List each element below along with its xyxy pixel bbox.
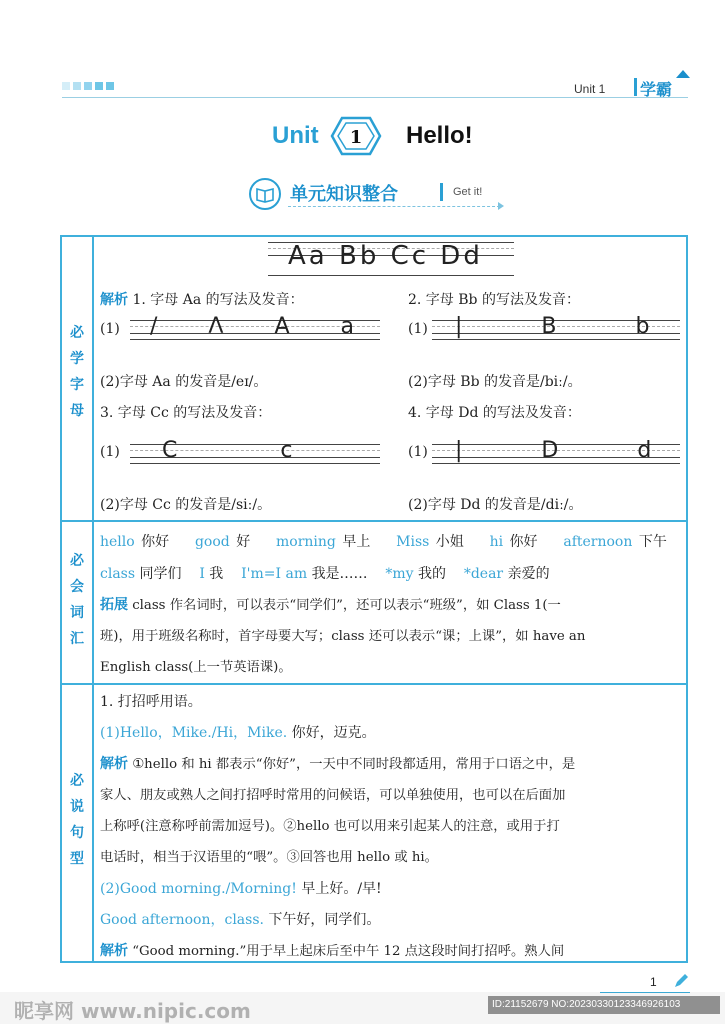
unit-word: Unit bbox=[272, 122, 319, 149]
sentence-note-2: 家人、朋友或熟人之间打招呼时常用的问候语，可以单独使用，也可以在后面加 bbox=[100, 788, 566, 803]
label-letters: 必 学 字 母 bbox=[70, 325, 84, 419]
sentence-note-5: 解析 “Good morning.”用于早上起床后至中午 12 点这段时间打招呼。熟人间 bbox=[100, 943, 565, 959]
label-sentences: 必 说 句 型 bbox=[70, 773, 84, 867]
arrow-right-icon bbox=[498, 202, 504, 210]
letter-d-title: 4. 字母 Dd 的写法及发音： bbox=[408, 405, 581, 421]
unit-number: 1 bbox=[349, 127, 363, 148]
vocab-extension-1: 拓展 class 作名词时，可以表示“同学们”，还可以表示“班级”，如 Class 1(一 bbox=[100, 597, 561, 613]
row-divider-1 bbox=[60, 520, 688, 522]
sentence-2: (2)Good morning./Morning! 早上好。/早! bbox=[100, 881, 382, 897]
hexagon-badge-icon bbox=[330, 116, 382, 156]
running-header-unit: Unit 1 bbox=[574, 82, 606, 96]
sentence-note-4: 电话时，相当于汉语里的“喂”。③回答也用 hello 或 hi。 bbox=[100, 850, 438, 865]
letter-b-strokes: | B b bbox=[455, 314, 686, 339]
section-tag: Get it! bbox=[453, 186, 483, 198]
vocab-extension-3: English class(上一节英语课)。 bbox=[100, 660, 292, 675]
sentence-1: (1)Hello，Mike./Hi，Mike. 你好，迈克。 bbox=[100, 725, 376, 741]
label-column-divider bbox=[92, 235, 94, 963]
book-icon bbox=[249, 178, 281, 210]
lesson-title: Hello! bbox=[406, 122, 473, 149]
sentence-3: Good afternoon，class. 下午好，同学们。 bbox=[100, 912, 381, 928]
sentence-note-3: 上称呼(注意称呼前需加逗号)。②hello 也可以用来引起某人的注意，或用于打 bbox=[100, 819, 560, 834]
letter-d-sound: (2)字母 Dd 的发音是/diː/。 bbox=[408, 497, 583, 513]
letter-c-title: 3. 字母 Cc 的写法及发音： bbox=[100, 405, 272, 421]
letter-b-title: 2. 字母 Bb 的写法及发音： bbox=[408, 292, 580, 308]
section-title: 单元知识整合 bbox=[290, 184, 398, 205]
vocab-extension-2: 班)，用于班级名称时，首字母要大写；class 还可以表示“课；上课”，如 have an bbox=[100, 629, 586, 644]
letter-d-step1: (1) bbox=[408, 444, 428, 460]
letters-banner: Aa Bb Cc Dd bbox=[288, 241, 483, 271]
header-decoration bbox=[62, 82, 114, 90]
letter-c-sound: (2)字母 Cc 的发音是/siː/。 bbox=[100, 497, 272, 513]
vocab-line-2: class 同学们 I 我 I'm=I am 我是…… *my 我的 *dear 亲爱的 bbox=[100, 566, 550, 582]
graduation-cap-icon bbox=[676, 70, 690, 78]
letter-a-step1: (1) bbox=[100, 321, 120, 337]
sentence-heading: 1. 打招呼用语。 bbox=[100, 694, 202, 710]
letter-d-strokes: | D d bbox=[455, 438, 688, 463]
pencil-icon bbox=[672, 972, 690, 990]
vocab-line-1: hello 你好 good 好 morning 早上 Miss 小姐 hi 你好 afternoon 下午 bbox=[100, 534, 667, 550]
header-rule bbox=[62, 97, 688, 98]
sentence-note-1: 解析 ①hello 和 hi 都表示“你好”，一天中不同时段都适用，常用于口语之中，是 bbox=[100, 756, 576, 772]
letter-b-sound: (2)字母 Bb 的发音是/biː/。 bbox=[408, 374, 582, 390]
label-vocab: 必 会 词 汇 bbox=[70, 553, 84, 647]
page-number: 1 bbox=[650, 975, 657, 989]
letter-a-sound: (2)字母 Aa 的发音是/eɪ/。 bbox=[100, 374, 268, 390]
brand-bar bbox=[634, 78, 637, 96]
watermark-logo: 昵享网 www.nipic.com bbox=[14, 999, 251, 1023]
letter-a-title: 解析 1. 字母 Aa 的写法及发音： bbox=[100, 292, 304, 308]
letter-b-step1: (1) bbox=[408, 321, 428, 337]
letter-c-strokes: C c bbox=[162, 438, 341, 463]
brand-logo: 学霸 bbox=[640, 80, 673, 99]
letter-a-strokes: / Λ A a bbox=[150, 314, 376, 339]
watermark-id: ID:21152679 NO:20230330123346926103 bbox=[488, 996, 720, 1014]
section-dashed-rule bbox=[288, 206, 500, 207]
letter-c-step1: (1) bbox=[100, 444, 120, 460]
row-divider-2 bbox=[60, 683, 688, 685]
section-bar bbox=[440, 183, 443, 201]
